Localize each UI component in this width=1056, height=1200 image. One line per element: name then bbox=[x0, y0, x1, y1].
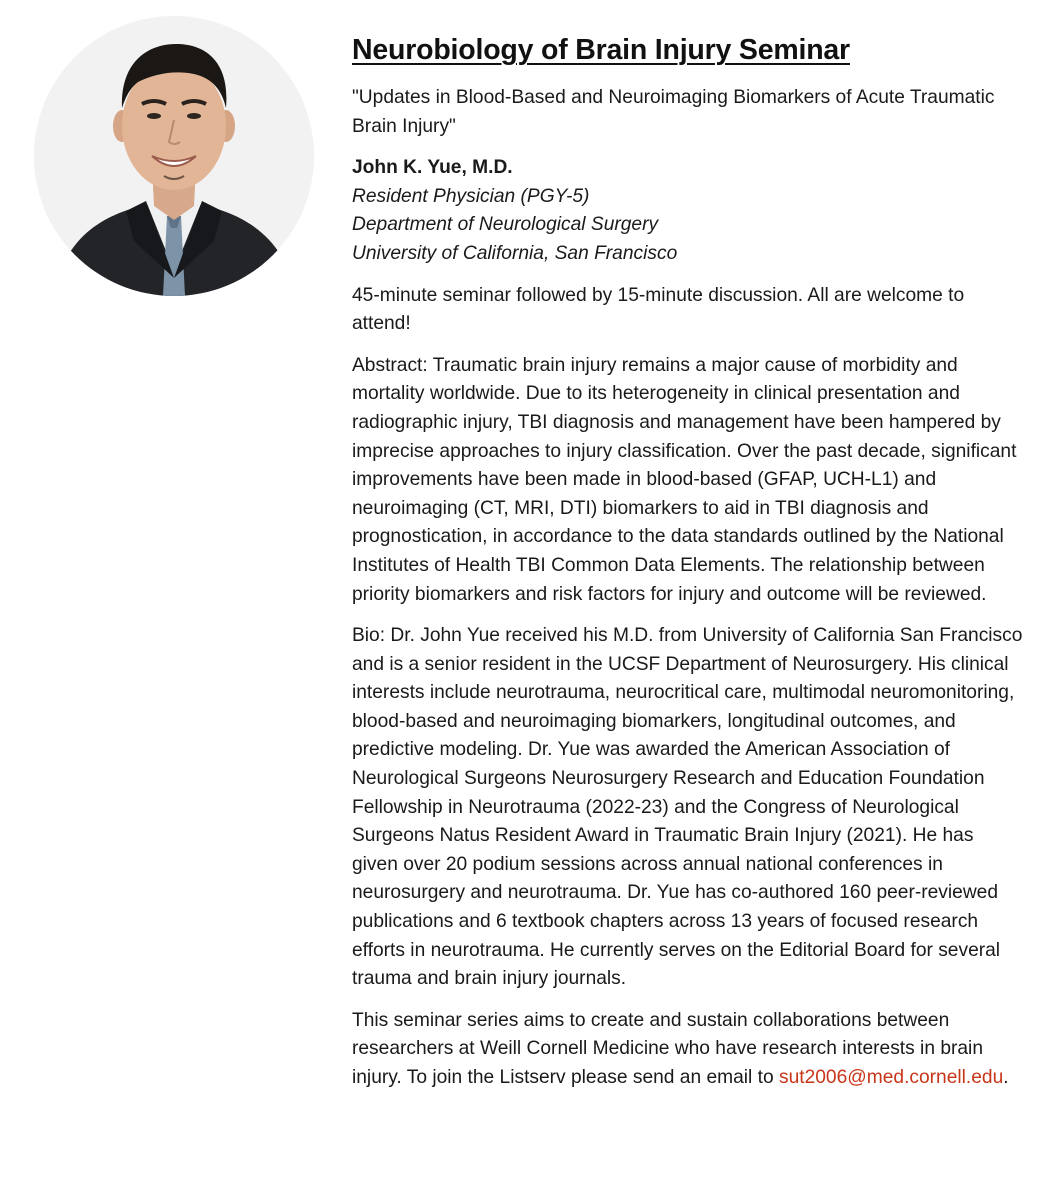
email-link[interactable]: sut2006@med.cornell.edu bbox=[778, 1067, 1004, 1088]
abstract: Abstract: Traumatic brain injury remains a major cause of morbidity and mortality worldwide. Due to its heterogeneity in clinical presentation and radiographic injury, TBI diagnosis and management have been hampered by imprecise approaches to injury classification. Over the past decade, significant improvements have been made in blood-based (GFAP, UCH-L1) and neuroimaging (CT, MRI, DTI) biomarkers to aid in TBI diagnosis and prognostication, in accordance to the data standards outlined by the National Institutes of Health TBI Common Data Elements. The relationship between priority biomarkers and risk factors for injury and outcome will be reviewed. bbox=[352, 354, 1017, 605]
seminar-title: Neurobiology of Brain Injury Seminar bbox=[352, 34, 850, 66]
series-note-end: . bbox=[1003, 1067, 1009, 1088]
speaker-department: Department of Neurological Surgery bbox=[352, 214, 659, 236]
speaker-info bbox=[352, 154, 1024, 268]
speaker-photo bbox=[34, 16, 314, 296]
series-note bbox=[352, 1007, 1024, 1093]
series-note-text: This seminar series aims to create and sustain collaborations between researchers at Weill Cornell Medicine who have research interests in brain injury. To join the Listserv please send an email to bbox=[352, 1009, 983, 1088]
talk-title: "Updates in Blood-Based and Neuroimaging Biomarkers of Acute Traumatic Brain Injury" bbox=[352, 87, 995, 137]
speaker-position: Resident Physician (PGY-5) bbox=[352, 185, 590, 207]
bio: Bio: Dr. John Yue received his M.D. from University of California San Francisco and is a senior resident in the UCSF Department of Neurosurgery. His clinical interests include neurotrauma, neurocritical care, multimodal neuromonitoring, blood-based and neuroimaging biomarkers, longitudinal outcomes, and predictive modeling. Dr. Yue was awarded the American Association of Neurological Surgeons Neurosurgery Research and Education Foundation Fellowship in Neurotrauma (2022-23) and the Congress of Neurological Surgeons Natus Resident Award in Traumatic Brain Injury (2021). He has given over 20 podium sessions across annual national conferences in neurosurgery and neurotrauma. Dr. Yue has co-authored 160 peer-reviewed publications and 6 textbook chapters across 13 years of focused research efforts in neurotrauma. He currently serves on the Editorial Board for several trauma and brain injury journals. bbox=[352, 625, 1023, 990]
format-note: 45-minute seminar followed by 15-minute discussion. All are welcome to attend! bbox=[352, 284, 965, 335]
seminar-content bbox=[352, 30, 1024, 1106]
speaker-name: John K. Yue, M.D. bbox=[352, 157, 513, 179]
speaker-institution: University of California, San Francisco bbox=[352, 242, 678, 264]
